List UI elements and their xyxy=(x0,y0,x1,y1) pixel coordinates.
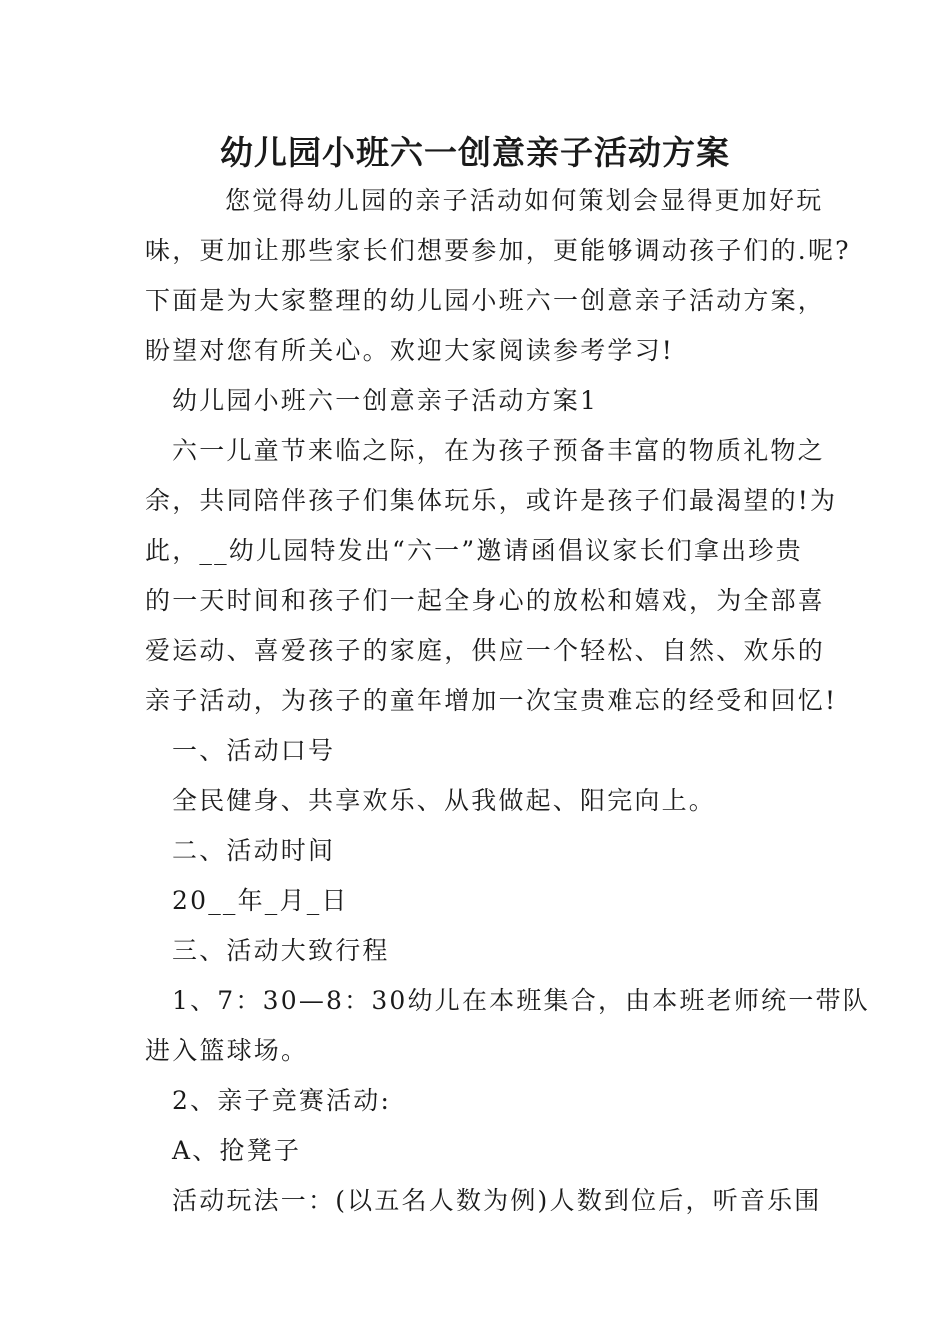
game-a-heading: A、抢凳子 xyxy=(172,1136,302,1165)
document-title: 幼儿园小班六一创意亲子活动方案 xyxy=(220,133,730,172)
body-line-5: 爱运动、喜爱孩子的家庭，供应一个轻松、自然、欢乐的 xyxy=(145,636,826,665)
intro-line-1: 您觉得幼儿园的亲子活动如何策划会显得更加好玩 xyxy=(225,186,824,215)
body-line-3: 此，__幼儿园特发出“六一”邀请函倡议家长们拿出珍贵 xyxy=(145,536,803,565)
time-text: 20__年_月_日 xyxy=(172,886,349,915)
intro-line-4: 盼望对您有所关心。欢迎大家阅读参考学习! xyxy=(145,336,675,365)
heading-time: 二、活动时间 xyxy=(172,836,336,865)
section-heading-plan-1: 幼儿园小班六一创意亲子活动方案1 xyxy=(172,386,599,415)
schedule-item-2: 2、亲子竞赛活动: xyxy=(172,1086,392,1115)
body-line-1: 六一儿童节来临之际，在为孩子预备丰富的物质礼物之 xyxy=(172,436,825,465)
intro-line-3: 下面是为大家整理的幼儿园小班六一创意亲子活动方案， xyxy=(145,286,826,315)
body-line-2: 余，共同陪伴孩子们集体玩乐，或许是孩子们最渴望的!为 xyxy=(145,486,838,515)
intro-line-2: 味，更加让那些家长们想要参加，更能够调动孩子们的.呢? xyxy=(145,236,851,265)
schedule-item-1-cont: 进入篮球场。 xyxy=(145,1036,309,1065)
game-a-rules: 活动玩法一：(以五名人数为例)人数到位后，听音乐围 xyxy=(172,1186,822,1215)
slogan-text: 全民健身、共享欢乐、从我做起、阳完向上。 xyxy=(172,786,717,815)
schedule-item-1: 1、7：30—8：30幼儿在本班集合，由本班老师统一带队 xyxy=(172,986,870,1015)
body-line-6: 亲子活动，为孩子的童年增加一次宝贵难忘的经受和回忆! xyxy=(145,686,838,715)
body-line-4: 的一天时间和孩子们一起全身心的放松和嬉戏，为全部喜 xyxy=(145,586,826,615)
heading-slogan: 一、活动口号 xyxy=(172,736,336,765)
heading-schedule: 三、活动大致行程 xyxy=(172,936,390,965)
